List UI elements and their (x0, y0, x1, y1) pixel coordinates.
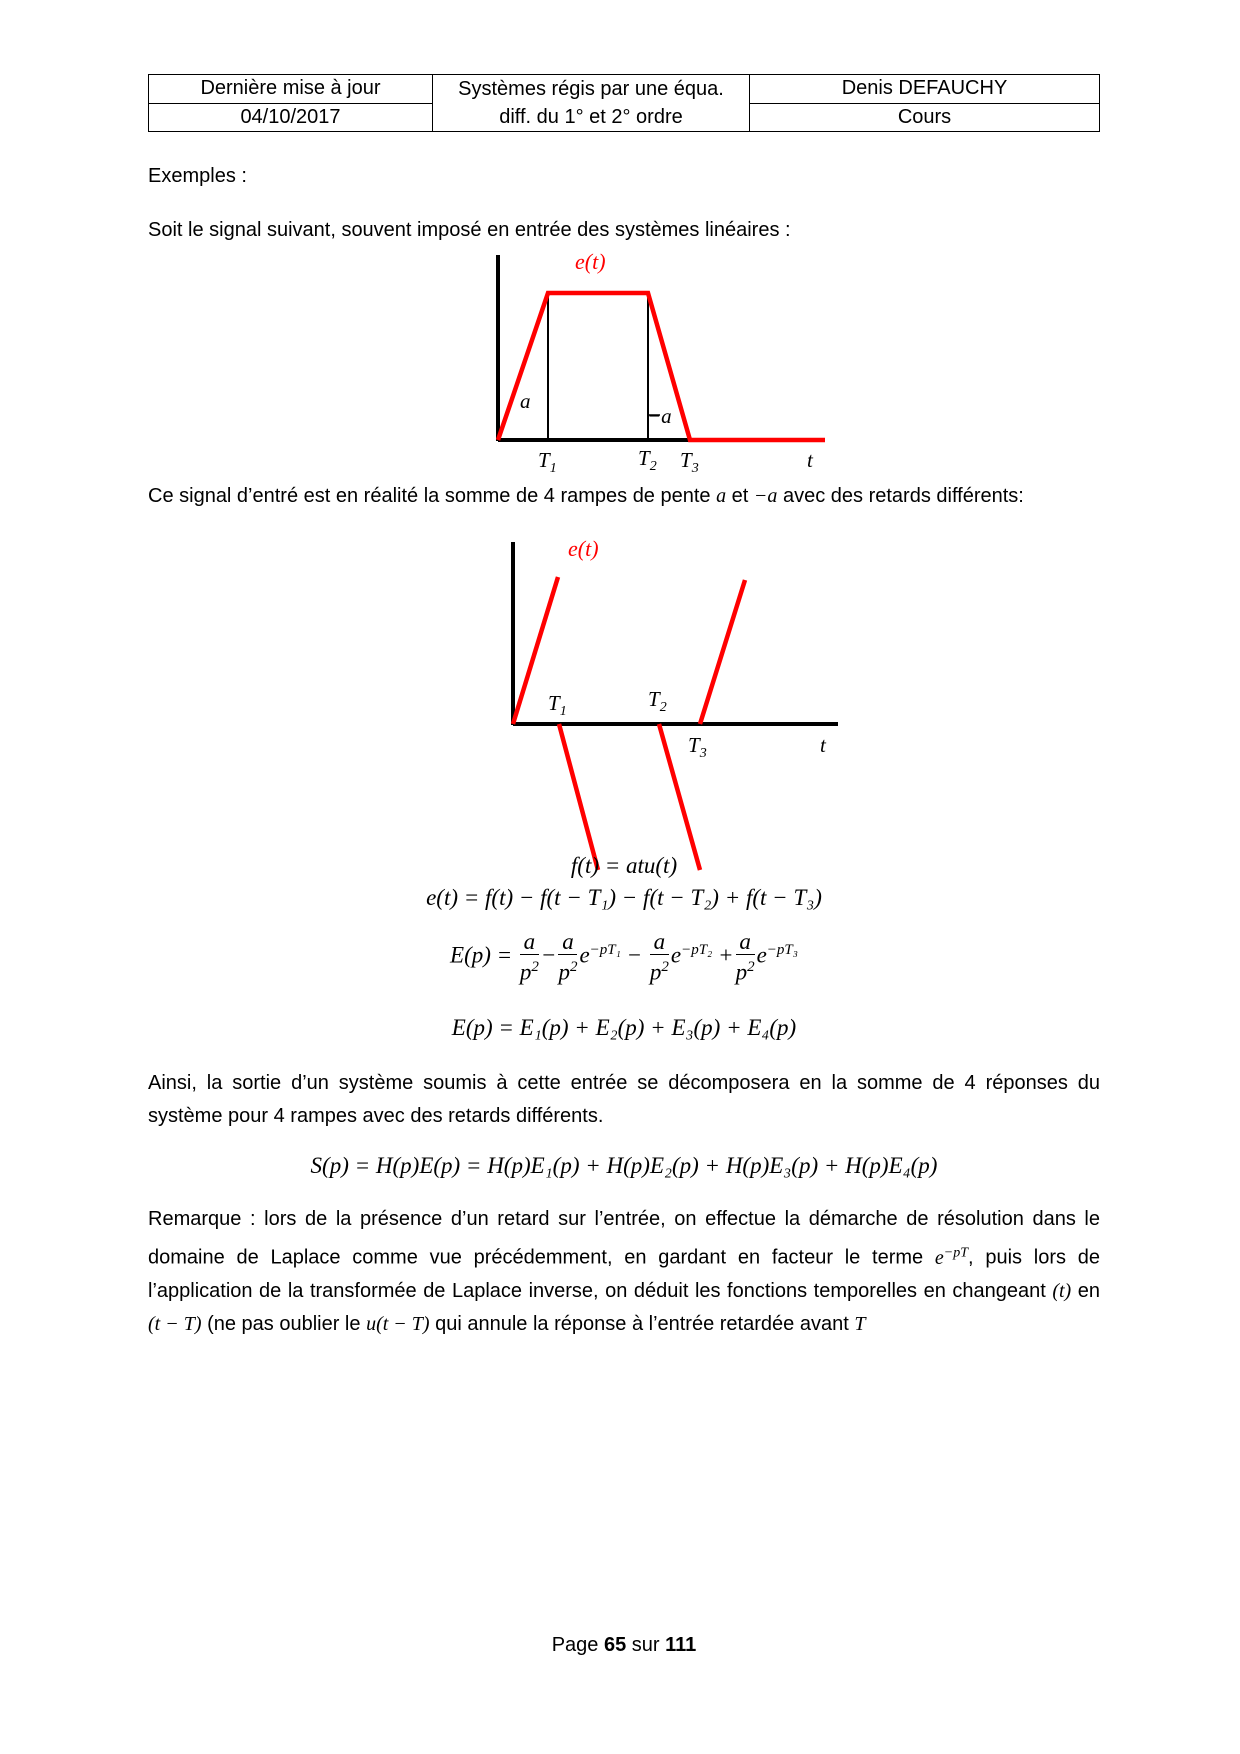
fraction-a-over-p2: $\frac{a}{p^2}$ (735, 929, 755, 985)
last-update-label: Dernière mise à jour (149, 75, 433, 104)
ainsi-paragraph: Ainsi, la sortie d’un système soumis à cette entrée se décomposera en la somme de 4 réponses du système pour 4 rampes avec des retards différents. (148, 1072, 1100, 1127)
t-axis-label: t (820, 733, 826, 757)
page-footer: Page 65 sur 111 (551, 1634, 697, 1656)
fraction-a-over-p2: $\frac{a}{p^2}$ (519, 929, 539, 985)
title-line-2: diff. du 1° et 2° ordre (499, 106, 683, 128)
equation-S-output: S(p) = H(p)E(p) = H(p)E₁(p) + H(p)E₂(p) + H(p)E₃(p) + H(p)E₄(p) (310, 1153, 938, 1178)
fraction-a-over-p2: $\frac{a}{p^2}$ (649, 929, 669, 985)
examples-label: Exemples : (148, 165, 247, 187)
ramp-4 (700, 580, 745, 724)
fraction-a-over-p2: $\frac{a}{p^2}$ (558, 929, 578, 985)
remark-paragraph: Remarque : lors de la présence d’un retard sur l’entrée, on effectue la démarche de résolution dans le domaine de Laplace comme vue précédemment, en gardant en facteur le terme $e^{-pT}$, puis lors de l’application de la transformée de Laplace inverse, on déduit les fonctions temporelles en changeant (t) en (t − T) (ne pas oublier le u(t − T) qui annule la réponse à l’entrée retardée avant T (148, 1208, 1101, 1335)
tick-t2: $T_2$ (648, 687, 667, 715)
equation-f-definition: f(t) = atu(t) (570, 853, 678, 878)
ramps-paragraph: Ce signal d’entré est en réalité la somme de 4 rampes de pente a et −a avec des retards différents: (148, 485, 1024, 507)
document-title (433, 75, 750, 132)
ramp-2 (559, 724, 598, 870)
equation-E-sum: E(p) = E₁(p) + E₂(p) + E₃(p) + E₄(p) (451, 1015, 797, 1040)
figure-ramps-decomposition (495, 530, 855, 875)
intro-paragraph: Soit le signal suivant, souvent imposé en entrée des systèmes linéaires : (148, 219, 791, 241)
tick-t2: $T_2$ (638, 446, 657, 474)
equation-laplace-E: E(p) = $\frac{a}{p^2}$ − $\frac{a}{p^2}$ $e^{-pT_1}$ − $\frac{a}{p^2}$ $e^{-pT_2}$ + $\frac{a}{p^2}$ $e^{-pT_3}$ (450, 929, 798, 985)
author: Denis DEFAUCHY (750, 75, 1100, 104)
page-total: 111 (665, 1634, 697, 1656)
t-axis-label: t (807, 448, 813, 472)
update-date: 04/10/2017 (149, 103, 433, 132)
slope-pos-label: a (520, 389, 531, 413)
equation-e-definition: e(t) = f(t) − f(t − T₁) − f(t − T₂) + f(t − T₃) (426, 885, 822, 910)
slope-neg-label: −a (647, 404, 672, 428)
tick-t3: $T_3$ (688, 733, 707, 761)
doc-type: Cours (750, 103, 1100, 132)
tick-t3: $T_3$ (680, 448, 699, 476)
figure2-title: e(t) (568, 536, 599, 561)
figure1-title: e(t) (575, 249, 606, 274)
tick-t1: $T_1$ (548, 691, 567, 719)
header-table (148, 74, 1100, 132)
title-line-1: Systèmes régis par une équa. (458, 78, 724, 100)
figure-trapezoid-signal (480, 245, 840, 480)
page-number: 65 (603, 1634, 627, 1656)
tick-t1: $T_1$ (538, 448, 557, 476)
